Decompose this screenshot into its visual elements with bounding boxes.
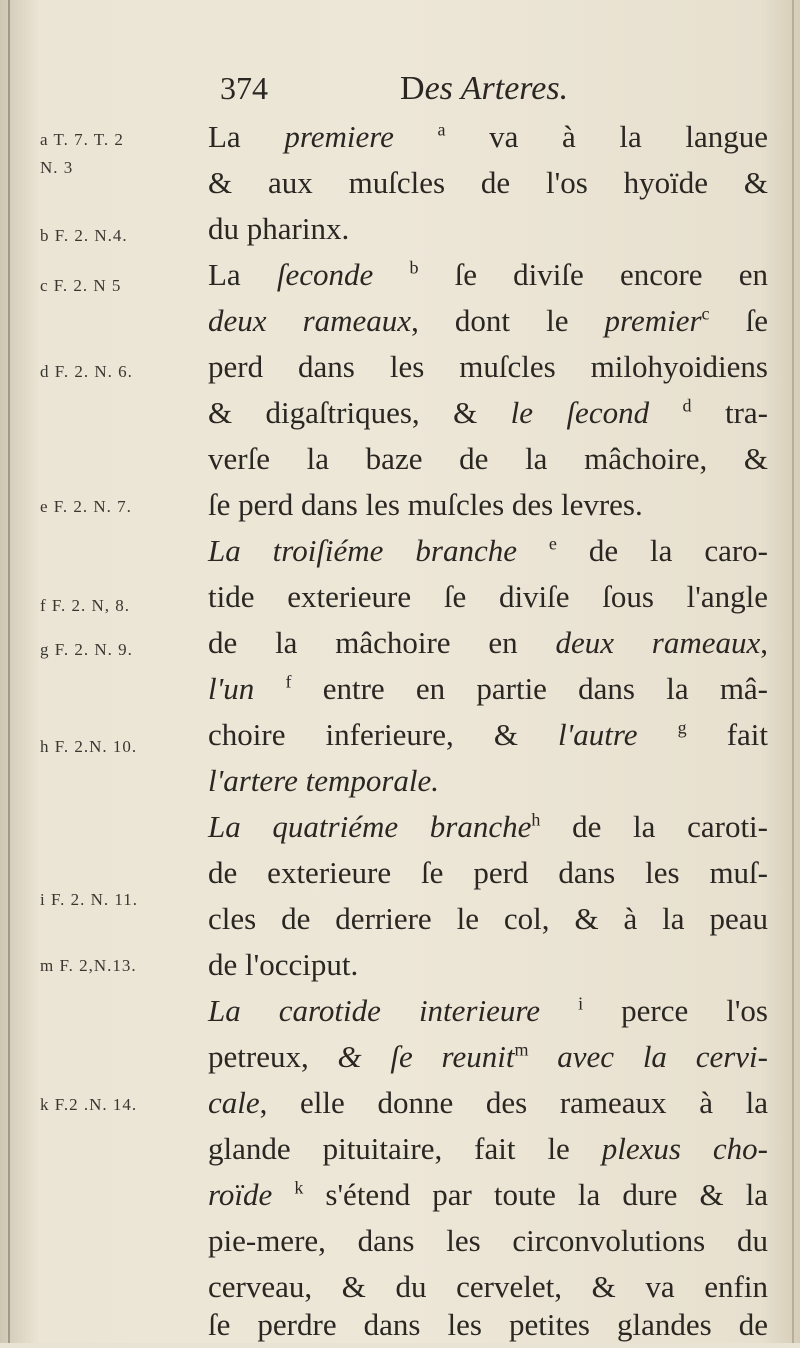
margin-note: k F.2 .N. 14. (40, 1095, 138, 1114)
text-line: de la mâchoire en deux rameaux, (208, 625, 768, 660)
text-line: La troiſiéme branche $^e$ de la caro- (208, 533, 769, 568)
text-line: cale, elle donne des rameaux à la (208, 1085, 768, 1120)
text-line: glande pituitaire, fait le plexus cho- (208, 1131, 769, 1166)
margin-notes (40, 0, 220, 1343)
margin-note: e F. 2. N. 7. (40, 497, 132, 516)
text-line: du pharinx. (208, 211, 350, 246)
margin-note: c F. 2. N 5 (40, 276, 122, 295)
text-line: pie-mere, dans les circonvolutions du (208, 1223, 768, 1258)
margin-note: N. 3 (40, 158, 74, 177)
margin-note: f F. 2. N, 8. (40, 596, 131, 615)
margin-note: i F. 2. N. 11. (40, 890, 138, 909)
text-line: La ſeconde $^b$ ſe diviſe encore en (208, 257, 768, 292)
text-line: verſe la baze de la mâchoire, & (208, 441, 768, 476)
page-gutter (8, 0, 10, 1343)
margin-note: a T. 7. T. 2 (40, 130, 124, 149)
text-line: deux rameaux, dont le premier$^c$ ſe (208, 303, 768, 338)
page-number: 374 (220, 70, 268, 106)
text-line: cerveau, & du cervelet, & va enfin (208, 1269, 768, 1304)
margin-note: g F. 2. N. 9. (40, 640, 133, 659)
text-line: de exterieure ſe perd dans les muſ- (208, 855, 768, 890)
text-line: & digaſtriques, & le ſecond $^d$ tra- (208, 395, 768, 430)
text-line: l'un $^f$ entre en partie dans la mâ- (208, 671, 769, 706)
running-title: Des Arteres. (400, 70, 569, 107)
text-line: La quatriéme branche$^h$ de la caroti- (208, 809, 768, 844)
margin-note: h F. 2.N. 10. (40, 737, 138, 756)
text-line: petreux, & ſe reunit$^m$ avec la cervi- (208, 1039, 768, 1074)
page-edge (792, 0, 794, 1343)
text-line: ſe perdre dans les petites glandes de (208, 1307, 768, 1342)
body-text (208, 0, 768, 1343)
margin-note: d F. 2. N. 6. (40, 362, 133, 381)
text-line: de l'occiput. (208, 947, 359, 982)
text-line: La premiere $^a$ va à la langue (208, 119, 768, 154)
margin-note: m F. 2,N.13. (40, 956, 137, 975)
text-line: cles de derriere le col, & à la peau (208, 901, 768, 936)
text-line: La carotide interieure $^i$ perce l'os (208, 993, 769, 1028)
margin-note: b F. 2. N.4. (40, 226, 128, 245)
text-line: choire inferieure, & l'autre $^g$ fait (208, 717, 769, 752)
text-line: ſe perd dans les muſcles des levres. (208, 487, 643, 522)
text-line: roïde $^k$ s'étend par toute la dure & la (208, 1177, 769, 1212)
text-line: l'artere temporale. (208, 763, 440, 798)
text-line: perd dans les muſcles milohyoidiens (208, 349, 768, 384)
text-line: & aux muſcles de l'os hyoïde & (208, 165, 768, 200)
text-line: tide exterieure ſe diviſe ſous l'angle (208, 579, 768, 614)
